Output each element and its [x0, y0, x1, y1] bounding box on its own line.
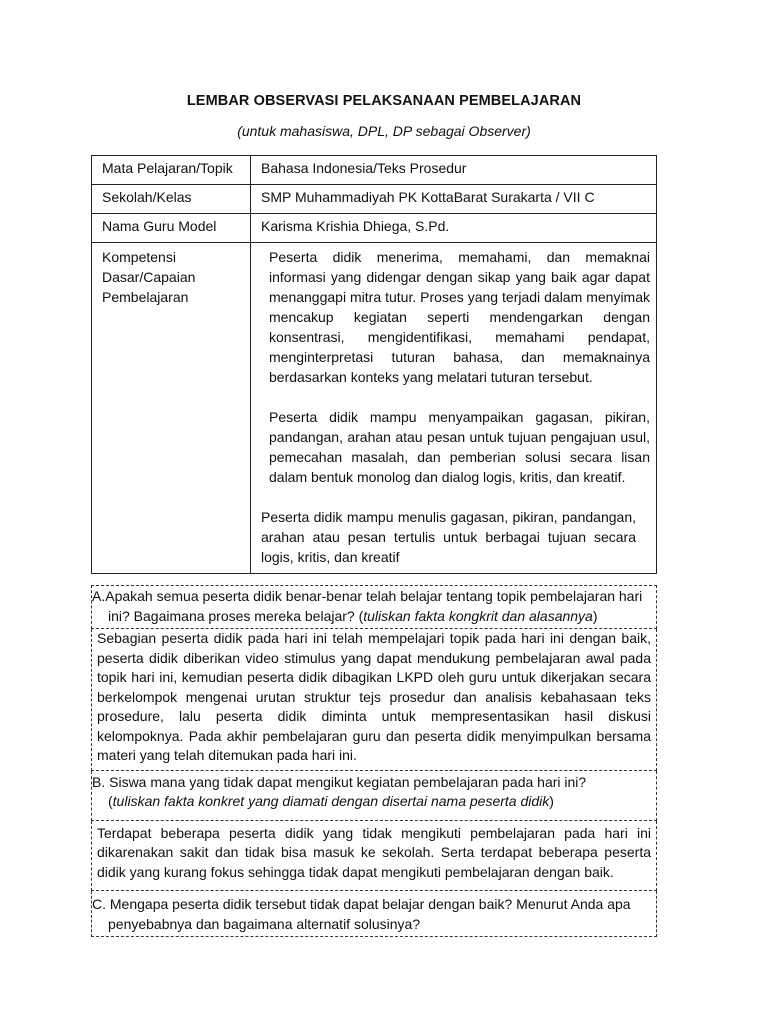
table-row	[92, 243, 657, 574]
document-subtitle: (untuk mahasiswa, DPL, DP sebagai Observer)	[237, 123, 531, 139]
answer-b: Terdapat beberapa peserta didik yang tidak mengikuti pembelajaran pada hari ini dikarenakan sakit dan tidak bisa masuk ke sekolah. Serta terdapat beberapa peserta didik yang kurang fokus sehingga tidak dapat mengikuti pembelajaran dengan baik.	[91, 821, 657, 892]
question-b-open: (	[108, 793, 113, 809]
kd-paragraph: Peserta didik mampu menyampaikan gagasan, pikiran, pandangan, arahan atau pesan untuk tujuan pengajuan usul, pemecahan masalah, dan pemberian solusi secara lisan dalam bentuk monolog dan dialog logis, kritis, dan kreatif.	[269, 409, 650, 485]
table-row	[92, 214, 657, 243]
document-title: LEMBAR OBSERVASI PELAKSANAAN PEMBELAJARAN	[186, 93, 582, 109]
table-row	[92, 156, 657, 185]
question-a-line2	[92, 607, 656, 627]
question-c	[91, 891, 657, 937]
row-value: Karisma Krishia Dhiega, S.Pd.	[251, 214, 657, 243]
question-b-close: )	[549, 793, 554, 809]
question-b-line2	[92, 792, 656, 812]
question-b-hint: tuliskan fakta konkret yang diamati dengan disertai nama peserta didik	[112, 793, 550, 809]
kd-paragraph: Peserta didik mampu menulis gagasan, pikiran, pandangan, arahan atau pesan tertulis untuk berbagai tujuan secara logis, kritis, dan kreatif	[261, 509, 636, 565]
table-row	[92, 185, 657, 214]
question-a-hint: tuliskan fakta kongkrit dan alasannya	[363, 607, 593, 624]
row-value: Bahasa Indonesia/Teks Prosedur	[251, 156, 657, 185]
row-label: Sekolah/Kelas	[92, 185, 251, 214]
question-a-marker: A.	[92, 588, 106, 604]
question-a-line1	[92, 587, 656, 607]
info-table	[91, 155, 657, 574]
question-a-close: )	[592, 607, 598, 624]
kd-paragraph: Peserta didik menerima, memahami, dan memaknai informasi yang didengar dengan sikap yang baik agar dapat menanggapi mitra tutur. Proses yang terjadi dalam menyimak mencakup kegiatan seperti mendengarkan dengan konsentrasi, mengidentifikasi, memahami pendapat, menginterpretasi tuturan bahasa, dan memaknainya berdasarkan konteks yang melatari tuturan tersebut.	[269, 249, 650, 385]
observation-questions	[91, 585, 657, 937]
question-b	[91, 771, 657, 821]
question-a-text: Apakah semua peserta didik benar-benar telah belajar tentang topik pembelajaran hari	[105, 588, 643, 604]
question-c-line1: C. Mengapa peserta didik tersebut tidak dapat belajar dengan baik? Menurut Anda apa	[92, 896, 631, 912]
row-value: SMP Muhammadiyah PK KottaBarat Surakarta / VII C	[251, 185, 657, 214]
answer-a: Sebagian peserta didik pada hari ini telah mempelajari topik pada hari ini dengan baik, peserta didik diberikan video stimulus yang dapat mendukung pembelajaran awal pada topik hari ini, kemudian peserta didik dibagikan LKPD oleh guru untuk dikerjakan secara berkelompok mengenai urutan struktur tejs prosedur dan analisis kebahasaan teks prosedure, lalu peserta didik diminta untuk mempresentasikan hasil diskusi kelompoknya. Pada akhir pembelajaran guru dan peserta didik menyimpulkan bersama materi yang telah ditemukan pada hari ini.	[91, 629, 657, 771]
kd-content	[251, 243, 657, 574]
row-label: Mata Pelajaran/Topik	[92, 156, 251, 185]
row-label: Nama Guru Model	[92, 214, 251, 243]
question-b-line1: B. Siswa mana yang tidak dapat mengikut kegiatan pembelajaran pada hari ini?	[92, 773, 587, 790]
kd-label: Kompetensi Dasar/Capaian Pembelajaran	[92, 243, 251, 574]
question-c-line2: penyebabnya dan bagaimana alternatif solusinya?	[108, 915, 421, 932]
question-a	[91, 585, 657, 629]
question-a-text2: ini? Bagaimana proses mereka belajar? (	[108, 607, 364, 624]
